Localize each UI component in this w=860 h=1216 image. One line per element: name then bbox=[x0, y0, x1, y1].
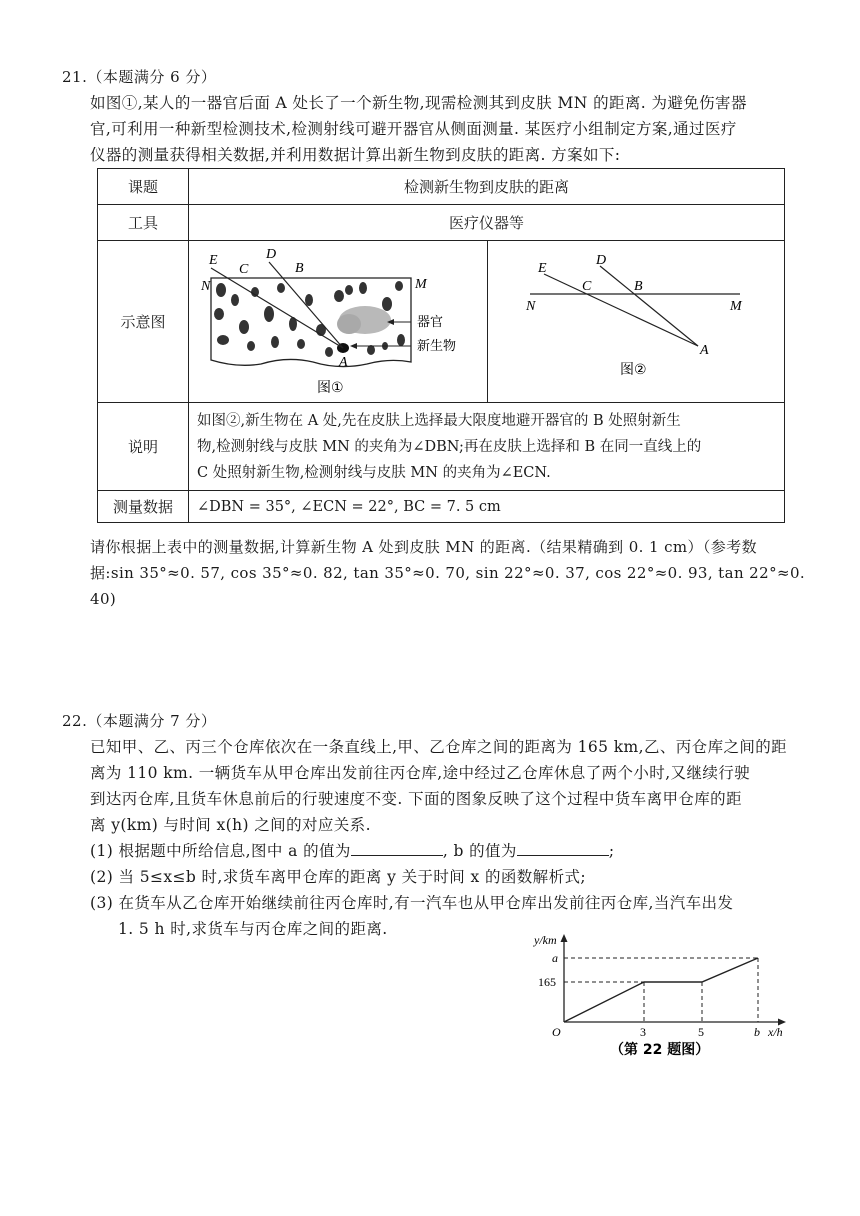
fig1-caption: 图① bbox=[317, 379, 344, 396]
plan-value-topic: 检测新生物到皮肤的距离 bbox=[189, 169, 785, 205]
plan-value-explain bbox=[189, 403, 785, 491]
q21-task-line: 请你根据上表中的测量数据,计算新生物 A 处到皮肤 MN 的距离.（结果精确到 0. 1 cm）（参考数 bbox=[90, 538, 758, 556]
fig2-label-e: E bbox=[538, 260, 547, 276]
fig1-label-d: D bbox=[266, 246, 277, 262]
plan-value-data: ∠DBN = 35°, ∠ECN = 22°, BC = 7. 5 cm bbox=[189, 491, 785, 523]
fig2-label-a: A bbox=[700, 342, 709, 358]
plan-label-diagram: 示意图 bbox=[98, 241, 189, 403]
q22-subquestions bbox=[90, 838, 810, 942]
q21-task-line: 据:sin 35°≈0. 57, cos 35°≈0. 82, tan 35°≈0. 70, sin 22°≈0. 37, cos 22°≈0. 93, tan 22°≈0. 40) bbox=[90, 564, 806, 608]
q22-heading: 22.（本题满分 7 分） bbox=[62, 712, 217, 730]
figure-2-cell bbox=[488, 241, 785, 403]
q21-intro-line: 官,可利用一种新型检测技术,检测射线可避开器官从侧面测量. 某医疗小组制定方案,通过医疗 bbox=[90, 120, 737, 138]
fig1-growth-label: 新生物 bbox=[417, 338, 457, 354]
x-tick-b: b bbox=[754, 1025, 760, 1039]
answer-blank-b[interactable] bbox=[517, 839, 609, 856]
q21-heading: 21.（本题满分 6 分） bbox=[62, 68, 217, 86]
x-tick-3: 3 bbox=[640, 1025, 646, 1039]
q22-intro bbox=[90, 734, 810, 838]
q22-graph bbox=[520, 930, 800, 1060]
q22-intro-line: 到达丙仓库,且货车休息前后的行驶速度不变. 下面的图象反映了这个过程中货车离甲仓库的距 bbox=[90, 790, 742, 808]
plan-row-data bbox=[98, 491, 785, 523]
plan-value-tools: 医疗仪器等 bbox=[189, 205, 785, 241]
figure-1-cell bbox=[189, 241, 488, 403]
x-axis-label: x/h bbox=[768, 1025, 783, 1039]
fig2-label-n: N bbox=[526, 298, 536, 314]
fig2-label-m: M bbox=[730, 298, 742, 314]
q21-intro bbox=[90, 90, 810, 168]
answer-blank-a[interactable] bbox=[351, 839, 443, 856]
fig1-label-a: A bbox=[339, 354, 348, 370]
fig1-label-c: C bbox=[239, 261, 249, 277]
fig2-caption: 图② bbox=[620, 361, 647, 378]
plan-row-topic bbox=[98, 169, 785, 205]
fig2-label-d: D bbox=[596, 252, 607, 268]
plan-label-data: 测量数据 bbox=[98, 491, 189, 523]
fig1-organ-label: 器官 bbox=[417, 314, 444, 330]
q22-sub2: (2) 当 5≤x≤b 时,求货车离甲仓库的距离 y 关于时间 x 的函数解析式; bbox=[90, 868, 586, 886]
plan-table bbox=[97, 168, 785, 523]
q22-intro-line: 已知甲、乙、丙三个仓库依次在一条直线上,甲、乙仓库之间的距离为 165 km,乙、丙仓库之间的距 bbox=[90, 738, 788, 756]
ray-e-a bbox=[544, 274, 698, 346]
plan-label-tools: 工具 bbox=[98, 205, 189, 241]
origin-label: O bbox=[552, 1025, 561, 1039]
fig1-label-e: E bbox=[209, 252, 218, 268]
q22-sub3-line: 1. 5 h 时,求货车与丙仓库之间的距离. bbox=[118, 920, 388, 938]
fig1-label-n: N bbox=[201, 278, 211, 294]
graph-caption: （第 22 题图） bbox=[610, 1042, 710, 1058]
plan-row-tools bbox=[98, 205, 785, 241]
fig2-label-c: C bbox=[582, 278, 592, 294]
explain-line: 如图②,新生物在 A 处,先在皮肤上选择最大限度地避开器官的 B 处照射新生 bbox=[197, 412, 681, 429]
explain-line: C 处照射新生物,检测射线与皮肤 MN 的夹角为∠ECN. bbox=[197, 464, 551, 481]
distance-time-line bbox=[564, 958, 758, 1022]
q22-intro-line: 离为 110 km. 一辆货车从甲仓库出发前往丙仓库,途中经过乙仓库休息了两个小时,又继续行驶 bbox=[90, 764, 751, 782]
x-tick-5: 5 bbox=[698, 1025, 704, 1039]
fig1-label-b: B bbox=[295, 260, 304, 276]
plan-row-explain bbox=[98, 403, 785, 491]
y-tick-165: 165 bbox=[538, 975, 556, 989]
q22-sub3-line: (3) 在货车从乙仓库开始继续前往丙仓库时,有一汽车也从甲仓库出发前往丙仓库,当汽车出发 bbox=[90, 894, 734, 912]
fig2-label-b: B bbox=[634, 278, 643, 294]
plan-row-diagram bbox=[98, 241, 785, 403]
q21-intro-line: 仪器的测量获得相关数据,并利用数据计算出新生物到皮肤的距离. 方案如下: bbox=[90, 146, 621, 164]
q21-task bbox=[90, 534, 820, 612]
explain-line: 物,检测射线与皮肤 MN 的夹角为∠DBN;再在皮肤上选择和 B 在同一直线上的 bbox=[197, 438, 702, 455]
figure-2 bbox=[488, 242, 784, 402]
y-axis-label: y/km bbox=[534, 933, 557, 947]
ray-d-a bbox=[600, 266, 698, 346]
q22-intro-line: 离 y(km) 与时间 x(h) 之间的对应关系. bbox=[90, 816, 371, 834]
plan-label-topic: 课题 bbox=[98, 169, 189, 205]
fig1-label-m: M bbox=[415, 276, 427, 292]
q22-sub1: (1) 根据题中所给信息,图中 a 的值为 , b 的值为 ; bbox=[90, 838, 810, 864]
plan-label-explain: 说明 bbox=[98, 403, 189, 491]
y-tick-a: a bbox=[552, 951, 558, 965]
q21-intro-line: 如图①,某人的一器官后面 A 处长了一个新生物,现需检测其到皮肤 MN 的距离. 为避免伤害器 bbox=[90, 94, 747, 112]
figure-1 bbox=[189, 242, 487, 402]
